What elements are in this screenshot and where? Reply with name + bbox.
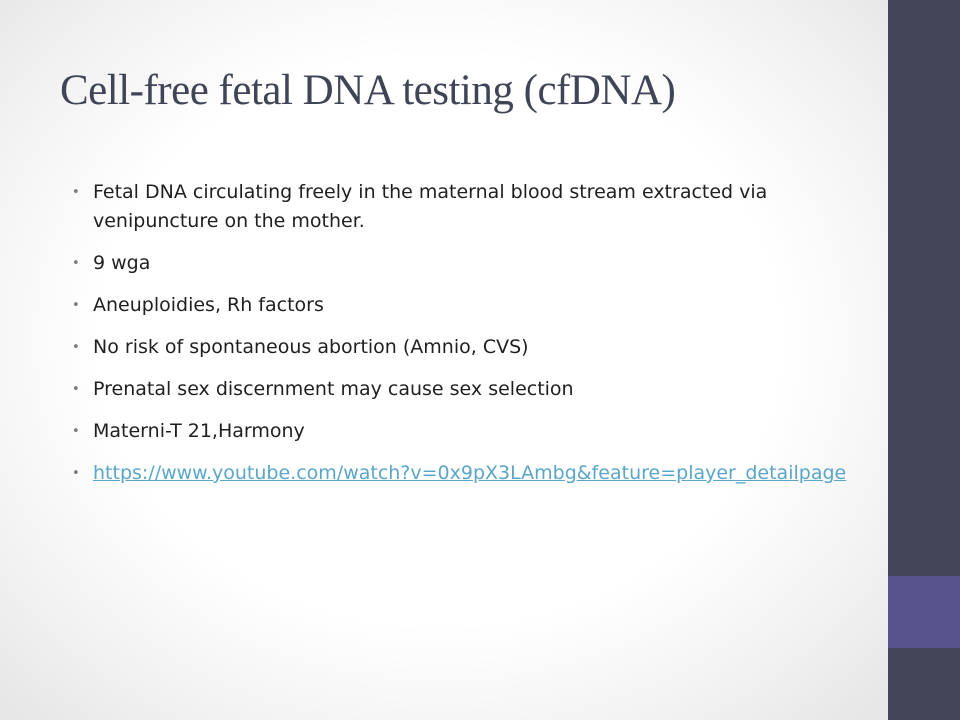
bullet-icon: • — [72, 424, 80, 439]
bullet-icon: • — [72, 466, 80, 481]
bullet-icon: • — [72, 298, 80, 313]
bullet-item — [72, 249, 852, 278]
bullet-text: Fetal DNA circulating freely in the maternal blood stream extracted via venipuncture on the mother. — [93, 181, 768, 232]
bullet-list — [72, 178, 852, 501]
bullet-item — [72, 291, 852, 320]
bullet-icon: • — [72, 340, 80, 355]
bullet-icon: • — [72, 382, 80, 397]
bullet-icon: • — [72, 256, 80, 271]
bullet-text: Prenatal sex discernment may cause sex selection — [93, 378, 574, 400]
bullet-text: No risk of spontaneous abortion (Amnio, CVS) — [93, 336, 529, 358]
bullet-text: Materni-T 21,Harmony — [93, 420, 305, 442]
bullet-item — [72, 178, 852, 236]
bullet-icon: • — [72, 185, 80, 200]
bullet-item — [72, 417, 852, 446]
youtube-link[interactable]: https://www.youtube.com/watch?v=0x9pX3LAmbg&feature=player_detailpage — [93, 462, 847, 484]
bullet-text: Aneuploidies, Rh factors — [93, 294, 324, 316]
bullet-item-link — [72, 459, 852, 488]
side-accent-block — [888, 576, 960, 648]
bullet-item — [72, 375, 852, 404]
bullet-item — [72, 333, 852, 362]
bullet-text: 9 wga — [93, 252, 151, 274]
slide-title: Cell-free fetal DNA testing (cfDNA) — [60, 67, 676, 114]
